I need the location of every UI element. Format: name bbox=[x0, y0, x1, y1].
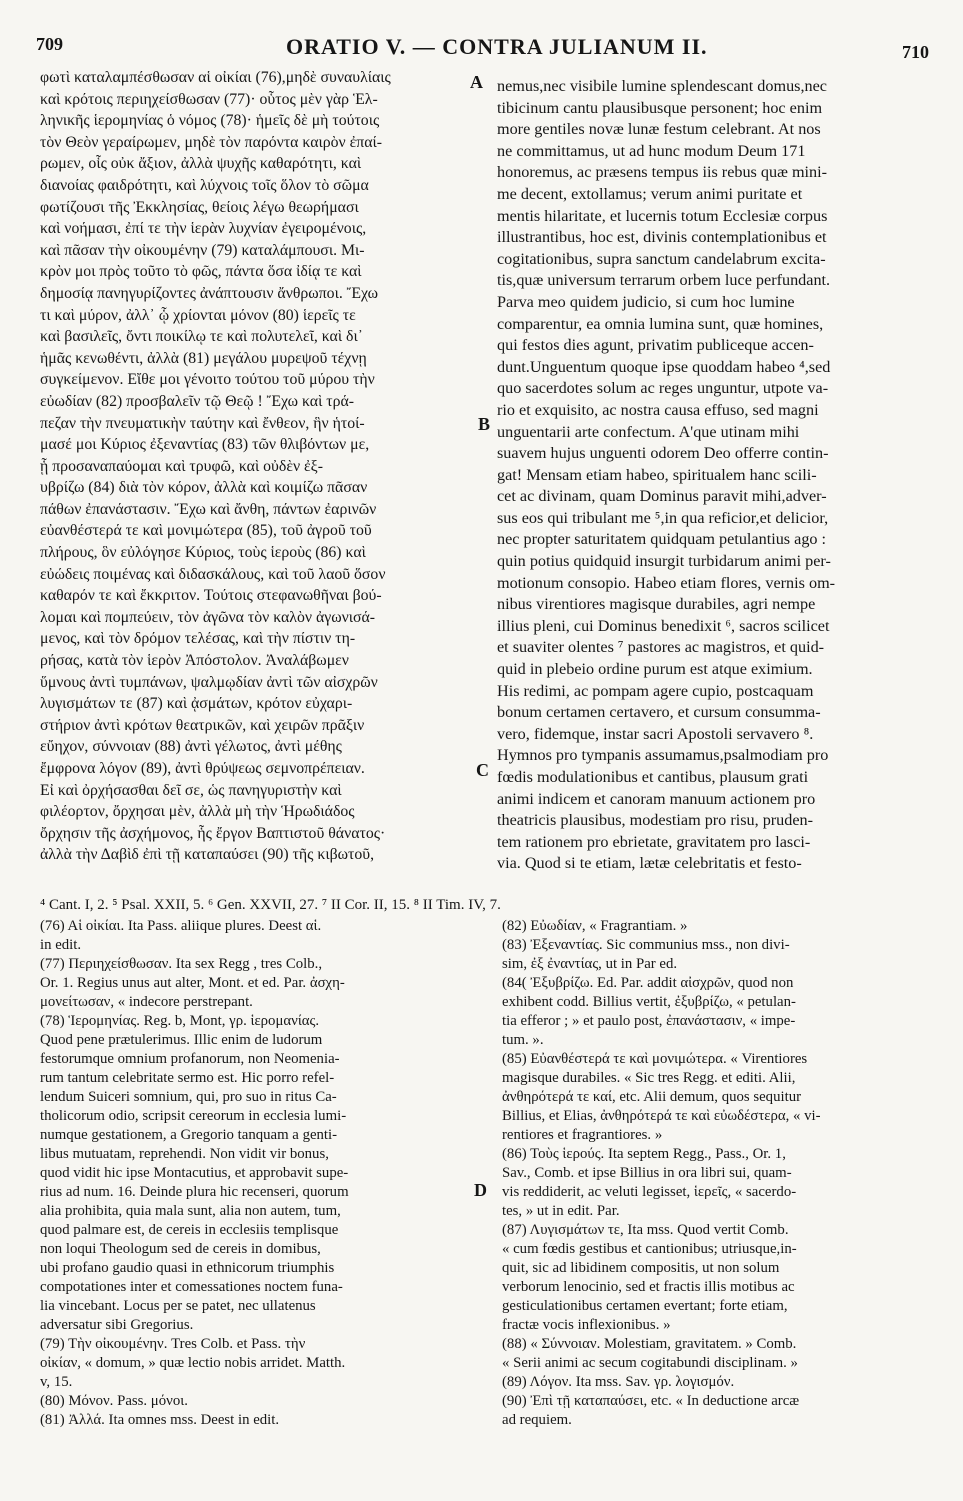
note-line: (88) « Σύννοιαν. Molestiam, gravitatem. » Comb. bbox=[502, 1336, 797, 1352]
note-line: exhibent codd. Billius vertit, ἐξυβρίζω, « petulan- bbox=[502, 994, 796, 1010]
greek-text-line: δημοσίᾳ πανηγυρίζοντες ἀνάπτουσιν ἄνθρωποι. Ἔχω bbox=[40, 284, 379, 302]
latin-text-line: quin potius quidquid insurgit turbidarum animi per- bbox=[497, 552, 831, 571]
latin-text-line: mentis hilaritate, et lucernis totum Ecclesiæ corpus bbox=[497, 206, 828, 225]
note-line: (84( Ἐξυβρίζω. Ed. Par. addit αἰσχρῶν, quod non bbox=[502, 975, 794, 991]
latin-text-line: animi indicem et canoram manuum actionem pro bbox=[497, 789, 816, 808]
note-line: ἀνθηρότερά τε καί, etc. Alii demum, quos sequitur bbox=[502, 1089, 802, 1105]
greek-text-line: καθαρόν τε καὶ ἔκκριτον. Τούτοις στεφανωθῆναι βού- bbox=[40, 587, 382, 605]
greek-text-line: ἡμᾶς κενωθέντι, ἀλλὰ (81) μεγάλου μυρεψοῦ τέχνῃ bbox=[40, 349, 367, 367]
greek-text-line: καὶ πᾶσαν τὴν οἰκουμένην (79) καταλάμπουσι. Μι- bbox=[40, 241, 365, 259]
greek-text-line: ἔμφρονα λόγον (89), ἀντὶ θρύψεως σεμνοπρέπειαν. bbox=[40, 760, 365, 777]
note-line: ubi profano gaudio quasi in ethnicorum triumphis bbox=[40, 1260, 335, 1276]
greek-text-line: καὶ βασιλεῖς, ὄντι ποικίλῳ τε καὶ πολυτελεῖ, καὶ δι᾽ bbox=[40, 328, 363, 346]
note-line: (76) Αἱ οἰκίαι. Ita Pass. aliique plures. Deest αἱ. bbox=[40, 918, 322, 934]
note-line: (85) Εὐανθέστερά τε καὶ μονιμώτερα. « Virentiores bbox=[502, 1051, 808, 1067]
greek-text-line: υβρίζω (84) διὰ τὸν κόρον, ἀλλὰ καὶ κοιμίζω πᾶσαν bbox=[40, 479, 368, 497]
latin-text-line: honoremus, ac præsens tempus iis rebus quæ mini- bbox=[497, 163, 828, 182]
latin-text-line: more gentiles novæ lunæ festum celebrant. At nos bbox=[497, 120, 821, 139]
critical-notes-right bbox=[502, 917, 932, 1430]
note-line: (81) Ἀλλά. Ita omnes mss. Deest in edit. bbox=[40, 1412, 280, 1428]
note-line: (87) Λυγισμάτων τε, Ita mss. Quod vertit Comb. bbox=[502, 1222, 789, 1238]
greek-text-line: ὄρχησιν τῆς ἀσχήμονος, ἧς ἔργον Βαπτιστοῦ θάνατος· bbox=[40, 824, 386, 842]
latin-text-line: cet ac divinam, quam Dominus paravit mihi,adver- bbox=[497, 487, 827, 506]
running-title: ORATIO V. — CONTRA JULIANUM II. bbox=[286, 34, 708, 59]
note-line: libus mutuatam, reprehendi. Non vidit vir bonus, bbox=[40, 1146, 329, 1162]
latin-text-line: sus eos qui tribulant me ⁵,in qua reficior,et delicior, bbox=[497, 508, 829, 527]
latin-text-line: gat! Mensam etiam habeo, spiritualem hanc scili- bbox=[497, 465, 817, 484]
latin-text-line: bonum certamen certavero, et cursum consumma- bbox=[497, 703, 821, 722]
note-line: compotationes inter et comessationes noctem funa- bbox=[40, 1279, 343, 1295]
latin-text-column bbox=[497, 76, 929, 875]
note-line: rentiores et fragrantiores. » bbox=[502, 1127, 663, 1143]
greek-text-line: μασέ μοι Κύριος ἐξεναντίας (83) τῶν θλιβόντων με, bbox=[40, 436, 370, 454]
note-line: sim, ἐξ ἐναντίας, ut in Par ed. bbox=[502, 956, 678, 972]
margin-marker-a: A bbox=[470, 72, 483, 92]
greek-text-line: πάθων ἐπανάστασιν. Ἔχω καὶ ἄνθη, πάντων ἐαρινῶν bbox=[40, 500, 377, 518]
greek-text-line: εὔηχον, σύννοιαν (88) ἀντὶ γέλωτος, ἀντὶ μέθης bbox=[40, 738, 342, 756]
margin-marker-d: D bbox=[474, 1180, 487, 1200]
latin-text-line: dunt.Unguentum quoque ipse quoddam habeo ⁴,sed bbox=[497, 357, 831, 376]
note-line: Billius, et Elias, ἀνθηρότερά τε καὶ εὐωδέστερα, « vi- bbox=[502, 1108, 821, 1124]
note-line: alia prohibita, quia mala sunt, alia non autem, tum, bbox=[40, 1203, 341, 1219]
latin-text-line: nibus virentiores magisque durabiles, agri nempe bbox=[497, 595, 816, 614]
latin-text-line: suavem hujus unguenti odorem Deo offerre contin- bbox=[497, 444, 829, 463]
latin-text-line: unguentarii arte confectum. A'que utinam mihi bbox=[497, 422, 800, 441]
note-line: ad requiem. bbox=[502, 1412, 572, 1428]
note-line: (82) Εὐωδίαν, « Fragrantiam. » bbox=[502, 918, 688, 934]
greek-text-line: ρωμεν, οἷς οὐκ ἄξιον, ἀλλὰ ψυχῆς καθαρότητι, καὶ bbox=[40, 155, 362, 173]
latin-text-line: qui festos dies agunt, privatim publiceque accen- bbox=[497, 336, 814, 355]
note-line: vis reddiderit, ac veluti legisset, ἱερεῖς, « sacerdo- bbox=[502, 1184, 797, 1200]
margin-marker-c: C bbox=[476, 760, 489, 780]
latin-text-line: theatricis plausibus, modestiam pro risu, pruden- bbox=[497, 811, 814, 830]
note-line: numque gestationem, a Gregorio tanquam a genti- bbox=[40, 1127, 338, 1143]
latin-text-line: Hymnos pro tympanis assumamus,psalmodiam pro bbox=[497, 746, 829, 765]
note-line: verborum lenocinio, sed et fractis illis motibus ac bbox=[502, 1279, 795, 1295]
note-line: quod vidit hic ipse Montacutius, et approbavit supe- bbox=[40, 1165, 349, 1181]
note-line: festorumque omnium profanorum, non Neomenia- bbox=[40, 1051, 340, 1067]
greek-text-line: καὶ νοήμασι, ἐπί τε τὴν ἱερὰν λυχνίαν ἐγειρομένοις, bbox=[40, 220, 367, 238]
note-line: tia efferor ; » et paulo post, ἐπανάστασιν, « impe- bbox=[502, 1013, 796, 1029]
left-page-number: 709 bbox=[36, 34, 63, 54]
note-line: (86) Τοὺς ἱερούς. Ita septem Regg., Pass., Or. 1, bbox=[502, 1146, 786, 1162]
latin-text-line: illius pleni, cui Dominus benedixit ⁶, sacros scilicet bbox=[497, 616, 830, 635]
greek-text-line: διανοίας φαιδρότητι, καὶ λύχνοις τοῖς ὅλον τὸ σῶμα bbox=[40, 176, 369, 194]
note-line: lia vincebant. Locus per se patet, nec ullatenus bbox=[40, 1298, 316, 1314]
note-line: tum. ». bbox=[502, 1032, 544, 1048]
latin-text-line: vero, fidemque, instar sacri Apostoli servavero ⁸. bbox=[497, 724, 814, 743]
note-line: fractæ vocis inflexionibus. » bbox=[502, 1317, 671, 1333]
latin-text-line: tis,quæ universum terrarum orbem luce perfundant. bbox=[497, 271, 831, 290]
latin-text-line: me decent, extollamus; verum animi puritate et bbox=[497, 184, 803, 203]
note-line: rum tantum celebritate sermo est. Hic porro refel- bbox=[40, 1070, 335, 1086]
greek-text-line: εὐανθέστερά τε καὶ μονιμώτερα (85), τοῦ ἀγροῦ τοῦ bbox=[40, 522, 372, 540]
scripture-footnotes: ⁴ Cant. I, 2. ⁵ Psal. XXII, 5. ⁶ Gen. XXVII, 27. ⁷ II Cor. II, 15. ⁸ II Tim. IV, 7. bbox=[40, 897, 501, 913]
greek-text-line: πεζαν τὴν πνευματικὴν ταύτην καὶ ἔνθεον, ἣν ἡτοί- bbox=[40, 414, 365, 432]
greek-text-line: Εἰ καὶ ὀρχήσασθαι δεῖ σε, ὡς πανηγυριστὴν καὶ bbox=[40, 781, 342, 799]
greek-text-line: καὶ κρότοις περιηχείσθωσαν (77)· οὗτος μὲν γὰρ Ἑλ- bbox=[40, 90, 378, 108]
latin-text-line: via. Quod si te etiam, lætæ celebritatis et festo- bbox=[497, 854, 802, 873]
greek-text-line: πλήρους, ὃν εὐλόγησε Κύριος, τοὺς ἱεροὺς (86) καὶ bbox=[40, 544, 366, 562]
latin-text-line: nec propter saturitatem quidquam petulantius ago : bbox=[497, 530, 827, 549]
note-line: (90) Ἐπὶ τῇ καταπαύσει, etc. « In deductione arcæ bbox=[502, 1393, 800, 1409]
greek-text-line: φωτὶ καταλαμπέσθωσαν αἱ οἰκίαι (76),μηδὲ συναυλίαις bbox=[40, 69, 391, 86]
greek-text-line: ἀλλὰ τὴν Δαβὶδ ἐπὶ τῇ καταπαύσει (90) τῆς κιβωτοῦ, bbox=[40, 846, 375, 864]
note-line: in edit. bbox=[40, 937, 82, 953]
note-line: magisque durabiles. « Sic tres Regg. et editi. Alii, bbox=[502, 1070, 796, 1086]
note-line: adversatur sibi Gregorius. bbox=[40, 1317, 194, 1333]
latin-text-line: His redimi, ac pompam agere cupio, postcaquam bbox=[497, 681, 814, 700]
note-line: (83) Ἐξεναντίας. Sic communius mss., non divi- bbox=[502, 937, 790, 953]
greek-text-line: λομαι καὶ πομπεύειν, τὸν ἀγῶνα τὸν καλὸν ἀγωνισά- bbox=[40, 608, 376, 626]
note-line: quod palmare est, de cereis in ecclesiis templisque bbox=[40, 1222, 339, 1238]
greek-text-line: τι καὶ μύρον, ἀλλ᾽ ᾧ χρίονται μόνον (80) ἱερεῖς τε bbox=[40, 306, 356, 324]
note-line: (79) Τὴν οἰκουμένην. Tres Colb. et Pass. τὴν bbox=[40, 1336, 306, 1352]
greek-text-line: συγκείμενον. Εἴθε μοι γένοιτο τούτου τοῦ μύρου τὴν bbox=[40, 371, 375, 389]
greek-text-line: κρὸν μοι πρὸς τοῦτο τὸ φῶς, πάντα ὅσα ἰδίᾳ τε καὶ bbox=[40, 263, 362, 281]
greek-text-line: στήριον ἀντὶ κρότων θεατρικῶν, καὶ χειρῶν πρᾶξιν bbox=[40, 716, 365, 734]
greek-text-line: φιλέορτον, ὄρχησαι μὲν, ἀλλὰ μὴ τὴν Ἡρωδιάδος bbox=[40, 803, 355, 821]
note-line: (78) Ἱερομηνίας. Reg. b, Mont, γρ. ἱερομανίας. bbox=[40, 1013, 320, 1029]
greek-text-line: εὐωδίαν (82) προσβαλεῖν τῷ Θεῷ ! Ἔχω καὶ τρά- bbox=[40, 392, 355, 410]
note-line: non loqui Theologum sed de cereis in domibus, bbox=[40, 1241, 321, 1257]
greek-text-line: ρήσας, κατὰ τὸν ἱερὸν Ἀπόστολον. Ἀναλάβωμεν bbox=[40, 652, 349, 670]
note-line: (77) Περιηχείσθωσαν. Ita sex Regg , tres Colb., bbox=[40, 956, 323, 972]
latin-text-line: tibicinum cantu plausibusque personent; hoc enim bbox=[497, 98, 823, 117]
note-line: lendum Suiceri somnium, qui, pro suo in ritus Ca- bbox=[40, 1089, 337, 1105]
note-line: Sav., Comb. et ipse Billius in ora libri sui, quam- bbox=[502, 1165, 792, 1181]
greek-text-column bbox=[40, 67, 480, 866]
note-line: tholicorum odio, scripsit cereorum in ecclesia lumi- bbox=[40, 1108, 347, 1124]
latin-text-line: Parva meo quidem judicio, si cum hoc lumine bbox=[497, 292, 795, 311]
latin-text-line: quid in plebeio ordine purum est atque eximium. bbox=[497, 660, 813, 679]
note-line: Or. 1. Regius unus aut alter, Mont. et ed. Par. ἀσχη- bbox=[40, 975, 345, 991]
latin-text-line: cogitationibus, supra sanctum candelabrum excita- bbox=[497, 249, 826, 268]
greek-text-line: ᾗ προσαναπαύομαι καὶ τρυφῶ, καὶ οὐδὲν ἐξ- bbox=[40, 457, 323, 475]
page-header bbox=[36, 30, 929, 66]
margin-marker-b: B bbox=[478, 414, 491, 434]
greek-text-line: φωτίζουσι τῆς Ἐκκλησίας, θείοις λέγω θεωρήμασι bbox=[40, 198, 359, 216]
note-line: gesticulationibus certamen evertant; forte etiam, bbox=[502, 1298, 788, 1314]
note-line: (89) Λόγον. Ita mss. Sav. γρ. λογισμόν. bbox=[502, 1374, 735, 1390]
latin-text-line: rio et exquisito, ac nostra causa effuso, sed magni bbox=[497, 400, 819, 419]
latin-text-line: fœdis modulationibus et cantibus, plausum grati bbox=[497, 768, 809, 786]
latin-text-line: et suaviter olentes ⁷ pastores ac magistros, et quid- bbox=[497, 638, 825, 657]
note-line: quit, sic ad libidinem compositis, ut non solum bbox=[502, 1260, 780, 1276]
note-line: οἰκίαν, « domum, » quæ lectio nobis arridet. Matth. bbox=[40, 1355, 346, 1371]
right-page-number: 710 bbox=[902, 42, 929, 62]
greek-text-line: ληνικῆς ἱερομηνίας ὁ νόμος (78)· ἡμεῖς δὲ μὴ τούτοις bbox=[40, 112, 380, 130]
latin-text-line: illustrantibus, hoc est, divinis contemplationibus et bbox=[497, 228, 827, 247]
greek-text-line: μενος, καὶ τὸν δρόμον τελέσας, καὶ τὴν πίστιν τη- bbox=[40, 630, 356, 648]
critical-notes-left bbox=[40, 917, 480, 1430]
greek-text-line: εὐώδεις ποιμένας καὶ διδασκάλους, καὶ τοῦ λαοῦ ὅσον bbox=[40, 565, 386, 583]
latin-text-line: tem rationem pro ebrietate, gravitatem pro lasci- bbox=[497, 832, 811, 851]
greek-text-line: λυγισμάτων τε (87) καὶ ᾀσμάτων, κρότον εὐχαρι- bbox=[40, 695, 353, 713]
latin-text-line: comparentur, ea omnia lumina sunt, quæ homines, bbox=[497, 314, 824, 333]
greek-text-line: ὕμνους ἀντὶ τυμπάνων, ψαλμῳδίαν ἀντὶ τῶν αἰσχρῶν bbox=[40, 673, 378, 691]
latin-text-line: ne committamus, ut ad hunc modum Deum 171 bbox=[497, 141, 806, 160]
note-line: μονείτωσαν, « indecore perstrepant. bbox=[40, 994, 253, 1010]
note-line: (80) Μόνον. Pass. μόνοι. bbox=[40, 1393, 188, 1409]
greek-text-line: τὸν Θεὸν γεραίρωμεν, μηδὲ τὸν παρόντα καιρὸν ἐπαί- bbox=[40, 133, 383, 151]
note-line: « Serii animi ac secum cogitabundi disciplinam. » bbox=[502, 1355, 798, 1371]
latin-text-line: motionum consopio. Habeo etiam flores, vernis om- bbox=[497, 573, 836, 592]
note-line: Quod pene prætulerimus. Illic enim de ludorum bbox=[40, 1032, 323, 1048]
note-line: tes, » ut in edit. Par. bbox=[502, 1203, 620, 1219]
latin-text-line: nemus,nec visibile lumine splendescant domus,nec bbox=[497, 77, 827, 95]
note-line: « cum fœdis gestibus et cantionibus; utriusque,in- bbox=[502, 1241, 797, 1257]
latin-text-line: quo sacerdotes solum ac reges unguntur, utpote va- bbox=[497, 379, 829, 398]
note-line: v, 15. bbox=[40, 1374, 73, 1390]
note-line: rius ad num. 16. Deinde plura hic recenseri, quorum bbox=[40, 1184, 349, 1200]
